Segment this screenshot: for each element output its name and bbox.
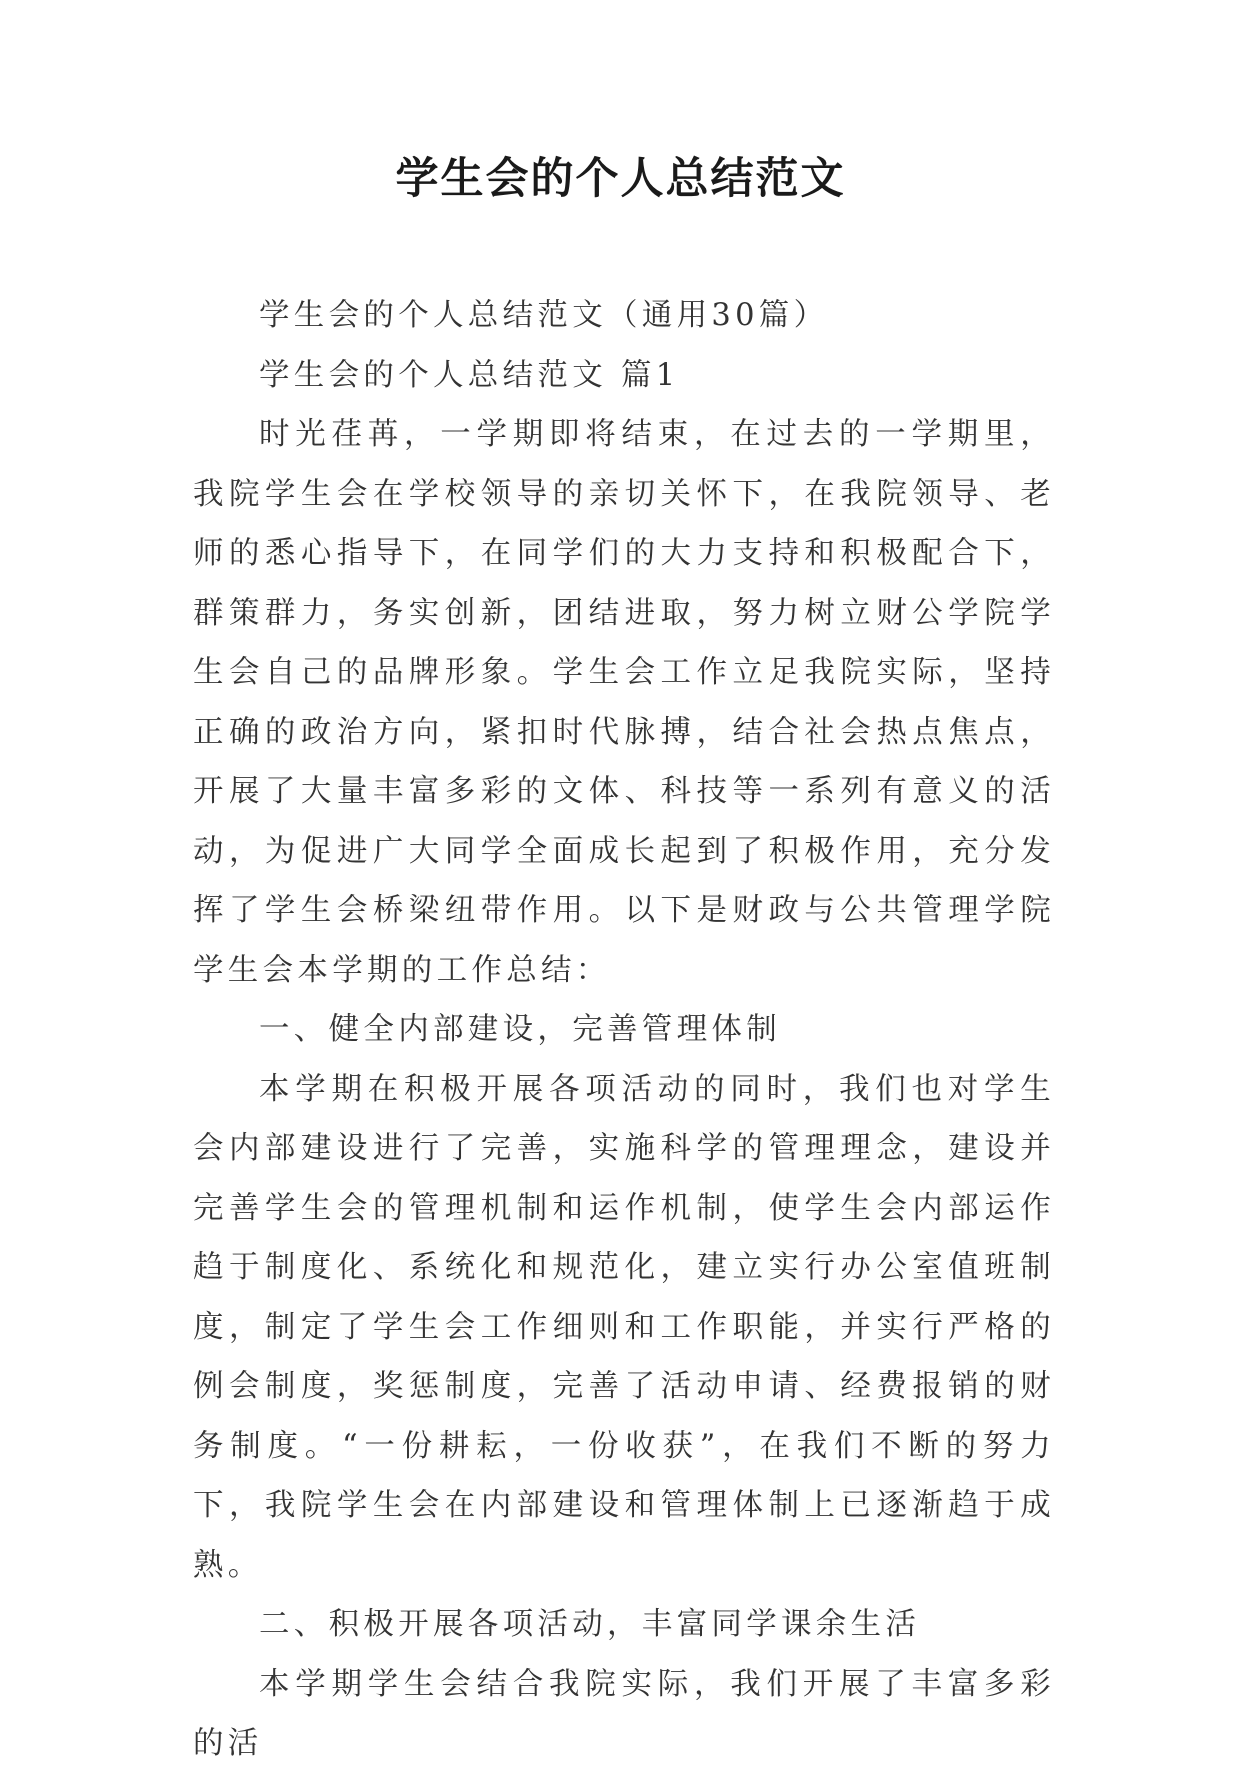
section-heading-activities: 二、积极开展各项活动，丰富同学课余生活: [259, 1607, 921, 1642]
internal-building-paragraph: 本学期在积极开展各项活动的同时，我们也对学生会内部建设进行了完善，实施科学的管理理念，建设并完善学生会的管理机制和运作机制，使学生会内部运作趋于制度化、系统化和规范化，建立实行办公室值班制度，制定了学生会工作细则和工作职能，并实行严格的例会制度，奖惩制度，完善了活动申请、经费报销的财务制度。“一份耕耘，一份收获”，在我们不断的努力下，我院学生会在内部建设和管理体制上已逐渐趋于成熟。: [193, 1071, 1055, 1583]
document-title: 学生会的个人总结范文: [395, 154, 846, 204]
subtitle-paragraph: 学生会的个人总结范文（通用30篇）: [259, 298, 829, 333]
intro-paragraph: 时光荏苒，一学期即将结束，在过去的一学期里，我院学生会在学校领导的亲切关怀下，在我院领导、老师的悉心指导下，在同学们的大力支持和积极配合下，群策群力，务实创新，团结进取，努力树立财公学院学生会自己的品牌形象。学生会工作立足我院实际，坚持正确的政治方向，紧扣时代脉搏，结合社会热点焦点，开展了大量丰富多彩的文体、科技等一系列有意义的活动，为促进广大同学全面成长起到了积极作用，充分发挥了学生会桥梁纽带作用。以下是财政与公共管理学院学生会本学期的工作总结：: [193, 417, 1055, 988]
section-heading-internal-building: 一、健全内部建设，完善管理体制: [259, 1012, 781, 1047]
document-body: [193, 286, 1055, 1774]
activities-paragraph: 本学期学生会结合我院实际，我们开展了丰富多彩的活: [193, 1666, 1055, 1761]
section-heading-part-1: 学生会的个人总结范文 篇1: [259, 357, 680, 393]
